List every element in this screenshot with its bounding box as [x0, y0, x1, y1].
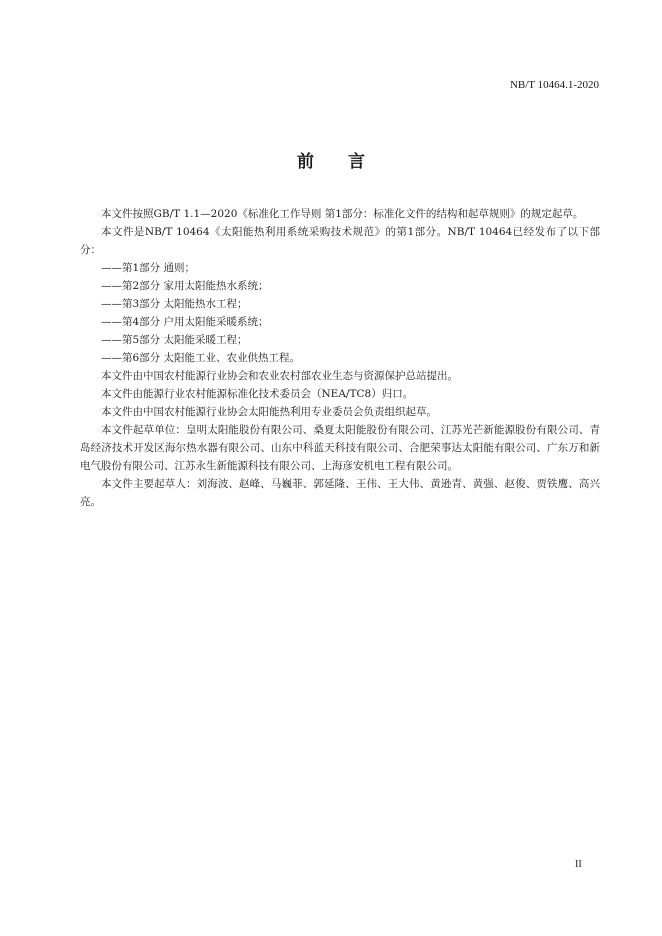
list-item: ——第2部分 家用太阳能热水系统；	[101, 280, 269, 292]
list-item: ——第4部分 户用太阳能采暖系统；	[101, 316, 269, 328]
paragraph-drafting-rules: 本文件按照GB/T 1.1—2020《标准化工作导则 第1部分：标准化文件的结构和起草规则》的规定起草。	[101, 208, 584, 220]
page-number: II	[575, 859, 582, 870]
foreword-body	[80, 205, 600, 511]
paragraph-proposer: 本文件由中国农村能源行业协会和农业农村部农业生态与资源保护总站提出。	[101, 370, 458, 382]
standard-number: NB/T 10464.1-2020	[509, 79, 599, 91]
page-title: 前言	[297, 152, 399, 172]
list-item: ——第3部分 太阳能热水工程；	[101, 298, 248, 310]
paragraph-parts-intro: 本文件是NB/T 10464《太阳能热利用系统采购技术规范》的第1部分。NB/T 10464已经发布了以下部分：	[80, 226, 600, 256]
paragraph-centralized: 本文件由能源行业农村能源标准化技术委员会（NEA/TC8）归口。	[101, 388, 414, 400]
list-item: ——第6部分 太阳能工业、农业供热工程。	[101, 352, 301, 364]
paragraph-drafting-units: 本文件起草单位：皇明太阳能股份有限公司、桑夏太阳能股份有限公司、江苏光芒新能源股份有限公司、青岛经济技术开发区海尔热水器有限公司、山东中科蓝天科技有限公司、合肥荣事达太阳能有限公司、广东万和新电气股份有限公司、江苏永生新能源科技有限公司、上海彦安机电工程有限公司。	[80, 424, 600, 472]
paragraph-organizer: 本文件由中国农村能源行业协会太阳能热利用专业委员会负责组织起草。	[101, 406, 437, 418]
list-item: ——第5部分 太阳能采暖工程；	[101, 334, 248, 346]
paragraph-drafters: 本文件主要起草人：刘海波、赵峰、马巍菲、郭延隆、王伟、王大伟、黄逊青、黄强、赵俊、贾铁鹰、高兴亮。	[80, 478, 600, 508]
list-item: ——第1部分 通则；	[101, 262, 196, 274]
